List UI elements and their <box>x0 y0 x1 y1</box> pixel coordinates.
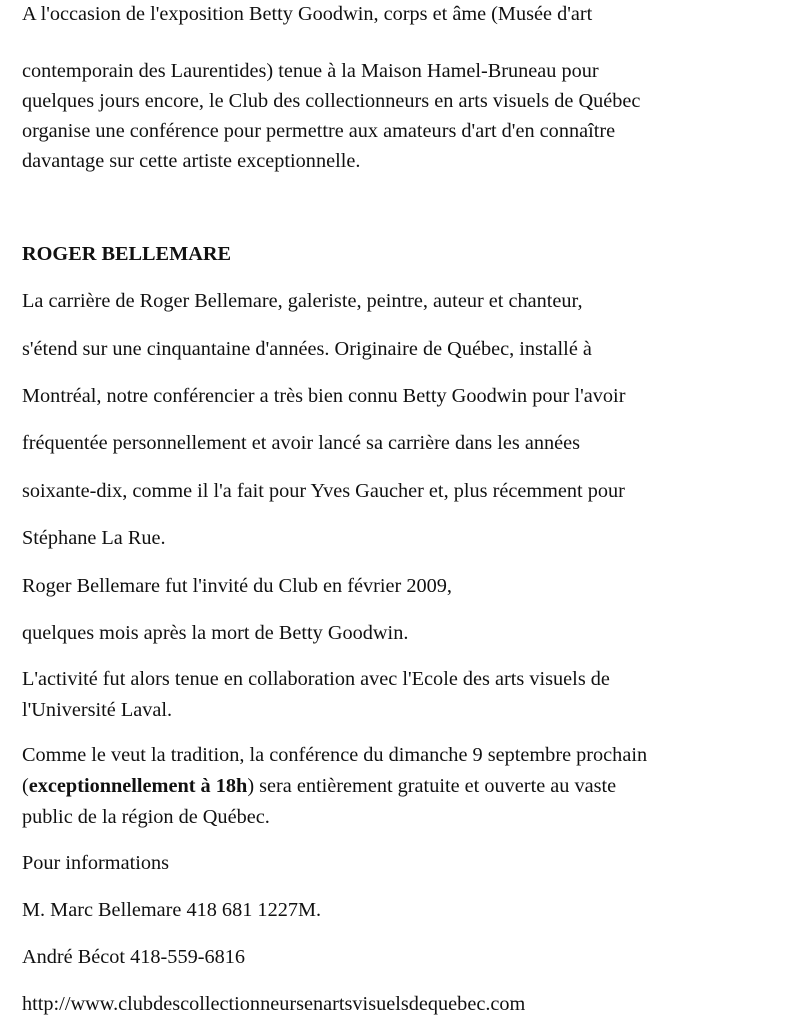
tradition-open-paren: ( <box>22 775 29 797</box>
club-website-url <box>22 994 525 1014</box>
contact-person-1: M. Marc Bellemare 418 681 1227M. <box>22 899 322 921</box>
tradition-time-highlight: exceptionnellement à 18h <box>28 775 248 797</box>
intro-line-3: quelques jours encore, le Club des collectionneurs en arts visuels de Québec <box>22 90 641 112</box>
activity-line-2: l'Université Laval. <box>22 699 173 721</box>
activity-line-1: L'activité fut alors tenue en collaboration avec l'Ecole des arts visuels de <box>22 668 610 690</box>
bio-line-2: s'étend sur une cinquantaine d'années. Originaire de Québec, installé à <box>22 338 592 360</box>
bio-line-3: Montréal, notre conférencier a très bien connu Betty Goodwin pour l'avoir <box>22 385 626 407</box>
contact-person-2: André Bécot 418-559-6816 <box>22 946 246 968</box>
bio-line-5: soixante-dix, comme il l'a fait pour Yves Gaucher et, plus récemment pour <box>22 480 625 502</box>
guest-line-1: Roger Bellemare fut l'invité du Club en février 2009, <box>22 575 453 597</box>
bio-line-1: La carrière de Roger Bellemare, galeriste, peintre, auteur et chanteur, <box>22 290 583 312</box>
guest-line-2: quelques mois après la mort de Betty Goodwin. <box>22 622 409 644</box>
tradition-line-1: Comme le veut la tradition, la conférence du dimanche 9 septembre prochain <box>22 744 648 766</box>
section-heading: ROGER BELLEMARE <box>22 243 232 265</box>
contact-label: Pour informations <box>22 852 170 874</box>
tradition-line-3: public de la région de Québec. <box>22 806 270 828</box>
club-website-link[interactable]: http://www.clubdescollectionneursenartsvisuelsdequebec.com <box>22 993 526 1015</box>
intro-line-4: organise une conférence pour permettre aux amateurs d'art d'en connaître <box>22 120 616 142</box>
intro-line-1: A l'occasion de l'exposition Betty Goodwin, corps et âme (Musée d'art <box>22 3 593 25</box>
tradition-line-2-rest: ) sera entièrement gratuite et ouverte au vaste <box>247 775 617 797</box>
intro-line-2: contemporain des Laurentides) tenue à la Maison Hamel-Bruneau pour <box>22 60 599 82</box>
intro-line-5: davantage sur cette artiste exceptionnelle. <box>22 150 361 172</box>
tradition-line-2 <box>22 776 616 796</box>
bio-line-4: fréquentée personnellement et avoir lancé sa carrière dans les années <box>22 432 581 454</box>
bio-line-6: Stéphane La Rue. <box>22 527 166 549</box>
